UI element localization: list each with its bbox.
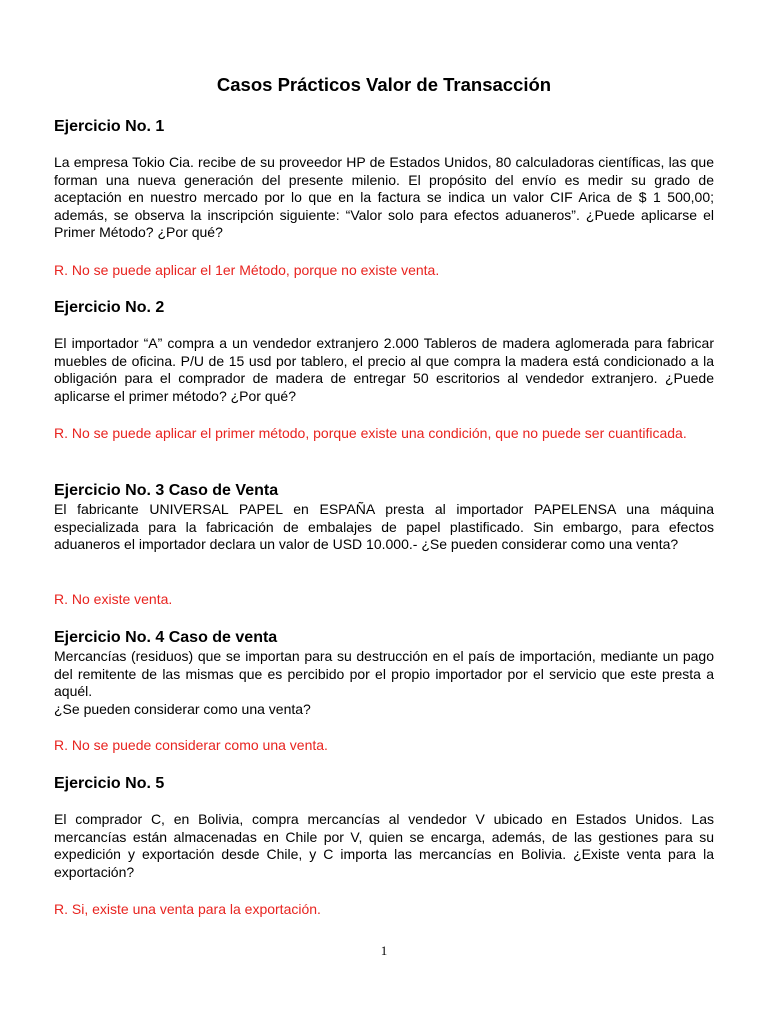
exercise-2-answer: R. No se puede aplicar el primer método, porque existe una condición, que no puede ser cuantificada. bbox=[54, 425, 687, 441]
exercise-1-heading: Ejercicio No. 1 bbox=[54, 118, 165, 135]
exercise-2-heading: Ejercicio No. 2 bbox=[54, 299, 165, 316]
exercise-3-question: El fabricante UNIVERSAL PAPEL en ESPAÑA presta al importador PAPELENSA una máquina especializada para la fabricación de embalajes de papel plastificado. Sin embargo, para efectos aduaneros el importador declara un valor de USD 10.000.- ¿Se pueden considerar como una venta? bbox=[54, 501, 714, 553]
exercise-4-answer: R. No se puede considerar como una venta. bbox=[54, 737, 328, 753]
exercise-3-heading: Ejercicio No. 3 Caso de Venta bbox=[54, 482, 279, 499]
exercise-3-answer: R. No existe venta. bbox=[54, 591, 173, 607]
document-page bbox=[54, 0, 714, 1024]
exercise-5-answer: R. Si, existe una venta para la exportación. bbox=[54, 901, 321, 917]
exercise-1-answer: R. No se puede aplicar el 1er Método, porque no existe venta. bbox=[54, 262, 440, 278]
exercise-4-question-followup: ¿Se pueden considerar como una venta? bbox=[54, 701, 311, 717]
exercise-5-heading: Ejercicio No. 5 bbox=[54, 775, 165, 792]
exercise-4-heading: Ejercicio No. 4 Caso de venta bbox=[54, 629, 278, 646]
exercise-2-question: El importador “A” compra a un vendedor extranjero 2.000 Tableros de madera aglomerada para fabricar muebles de oficina. P/U de 15 usd por tablero, el precio al que compra la madera está condicionado a la obligación para el comprador de madera de entregar 50 escritorios al vendedor extranjero. ¿Puede aplicarse el primer método? ¿Por qué? bbox=[54, 335, 714, 404]
exercise-5-question: El comprador C, en Bolivia, compra mercancías al vendedor V ubicado en Estados Unidos. Las mercancías están almacenadas en Chile por V, quien se encarga, además, de las gestiones para su expedición y exportación desde Chile, y C importa las mercancías en Bolivia. ¿Existe venta para la exportación? bbox=[54, 811, 714, 880]
exercise-4-question: Mercancías (residuos) que se importan para su destrucción en el país de importación, mediante un pago del remitente de las mismas que es percibido por el propio importador por el servicio que este presta a aquél. bbox=[54, 648, 714, 700]
document-title: Casos Prácticos Valor de Transacción bbox=[216, 74, 552, 95]
page-number: 1 bbox=[380, 943, 388, 958]
exercise-1-question: La empresa Tokio Cia. recibe de su proveedor HP de Estados Unidos, 80 calculadoras científicas, las que forman una nueva generación del presente milenio. El propósito del envío es medir su grado de aceptación en nuestro mercado por lo que en la factura se indica un valor CIF Arica de $ 1 500,00; además, se observa la inscripción siguiente: “Valor solo para efectos aduaneros”. ¿Puede aplicarse el Primer Método? ¿Por qué? bbox=[54, 154, 714, 241]
